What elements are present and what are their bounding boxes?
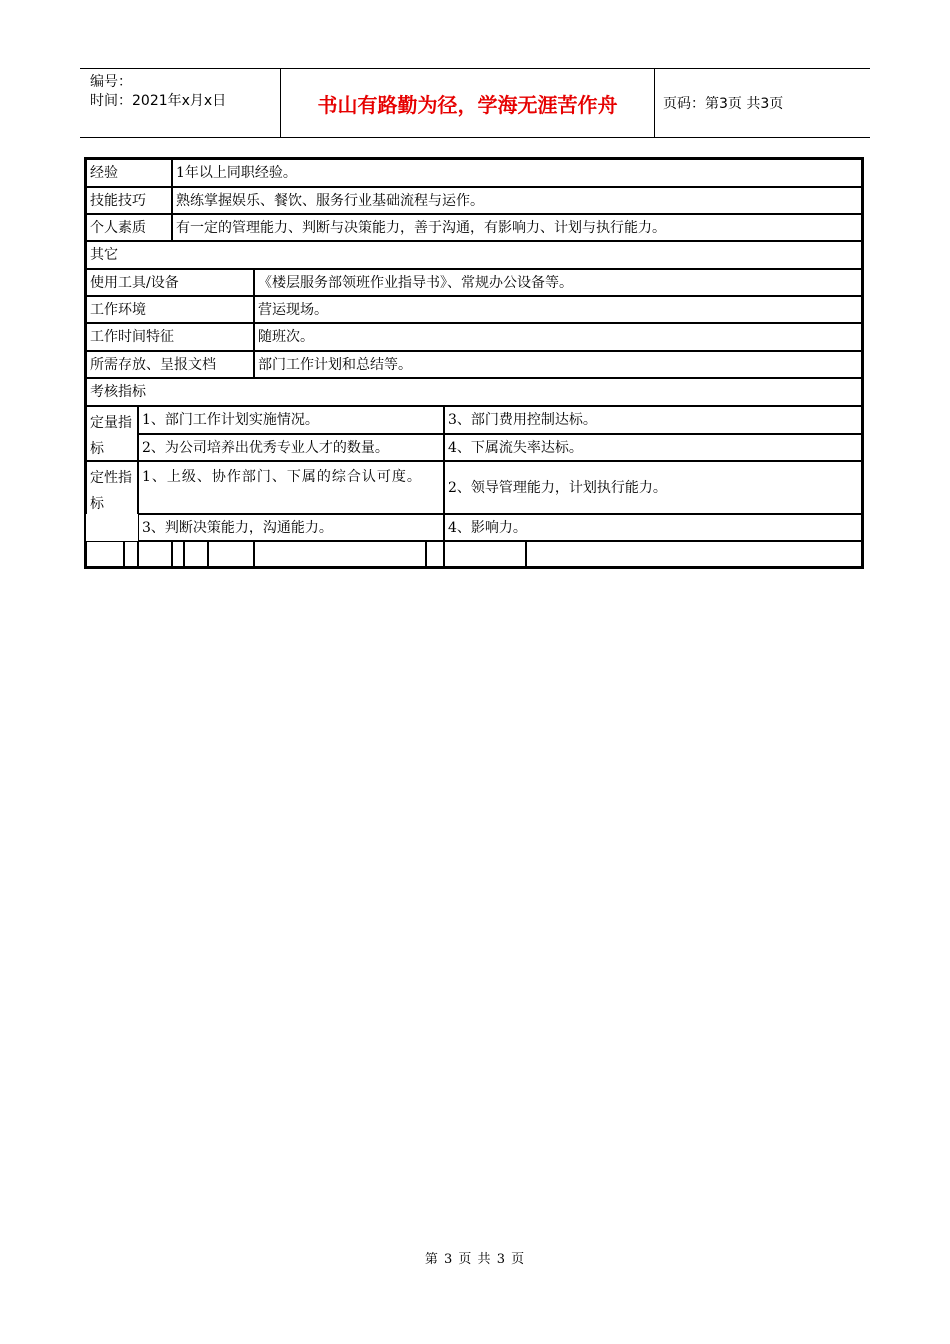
- kpi-qual-item-3: 3、判断决策能力，沟通能力。: [138, 514, 444, 541]
- job-description-table: [84, 157, 864, 569]
- empty-cell: [426, 541, 444, 567]
- label-quantitative: 定量指标: [86, 406, 138, 461]
- label-experience: 经验: [86, 159, 172, 187]
- label-work-time: 工作时间特征: [86, 323, 254, 351]
- value-environment: 营运现场。: [254, 296, 862, 323]
- kpi-qual-item-2: 2、领导管理能力，计划执行能力。: [444, 461, 862, 514]
- empty-cell: [526, 541, 862, 567]
- header-motto: 书山有路勤为径，学海无涯苦作舟: [280, 69, 655, 137]
- label-qualitative: 定性指标: [86, 461, 138, 514]
- label-skills: 技能技巧: [86, 187, 172, 214]
- empty-cell: [184, 541, 208, 567]
- empty-cell: [172, 541, 184, 567]
- page-footer: 第 3 页 共 3 页: [424, 1252, 526, 1267]
- header-page-info: 页码：第3页 共3页: [663, 96, 784, 112]
- empty-cell: [124, 541, 138, 567]
- kpi-quant-item-3: 3、部门费用控制达标。: [444, 406, 862, 434]
- label-documents: 所需存放、呈报文档: [86, 351, 254, 378]
- kpi-quant-item-1: 1、部门工作计划实施情况。: [138, 406, 444, 434]
- value-tools: 《楼层服务部领班作业指导书》、常规办公设备等。: [254, 269, 862, 296]
- section-other: 其它: [86, 241, 862, 269]
- kpi-quant-item-2: 2、为公司培养出优秀专业人才的数量。: [138, 434, 444, 461]
- serial-label: 编号：: [90, 74, 132, 90]
- kpi-qual-item-4: 4、影响力。: [444, 514, 862, 541]
- page-header: [80, 68, 870, 138]
- empty-cell: [86, 541, 124, 567]
- label-tools: 使用工具/设备: [86, 269, 254, 296]
- empty-cell: [444, 541, 526, 567]
- section-kpi: 考核指标: [86, 378, 862, 406]
- kpi-quant-item-4: 4、下属流失率达标。: [444, 434, 862, 461]
- empty-cell: [254, 541, 426, 567]
- value-work-time: 随班次。: [254, 323, 862, 351]
- label-environment: 工作环境: [86, 296, 254, 323]
- value-documents: 部门工作计划和总结等。: [254, 351, 862, 378]
- value-skills: 熟练掌握娱乐、餐饮、服务行业基础流程与运作。: [172, 187, 862, 214]
- label-quality: 个人素质: [86, 214, 172, 241]
- value-experience: 1年以上同职经验。: [172, 159, 862, 187]
- value-quality: 有一定的管理能力、判断与决策能力，善于沟通，有影响力、计划与执行能力。: [172, 214, 862, 241]
- header-meta: [80, 69, 280, 137]
- empty-cell: [208, 541, 254, 567]
- empty-cell: [138, 541, 172, 567]
- kpi-qual-item-1: 1、上级、协作部门、下属的综合认可度。: [138, 461, 444, 514]
- time-label: 时间：2021年x月x日: [90, 93, 227, 109]
